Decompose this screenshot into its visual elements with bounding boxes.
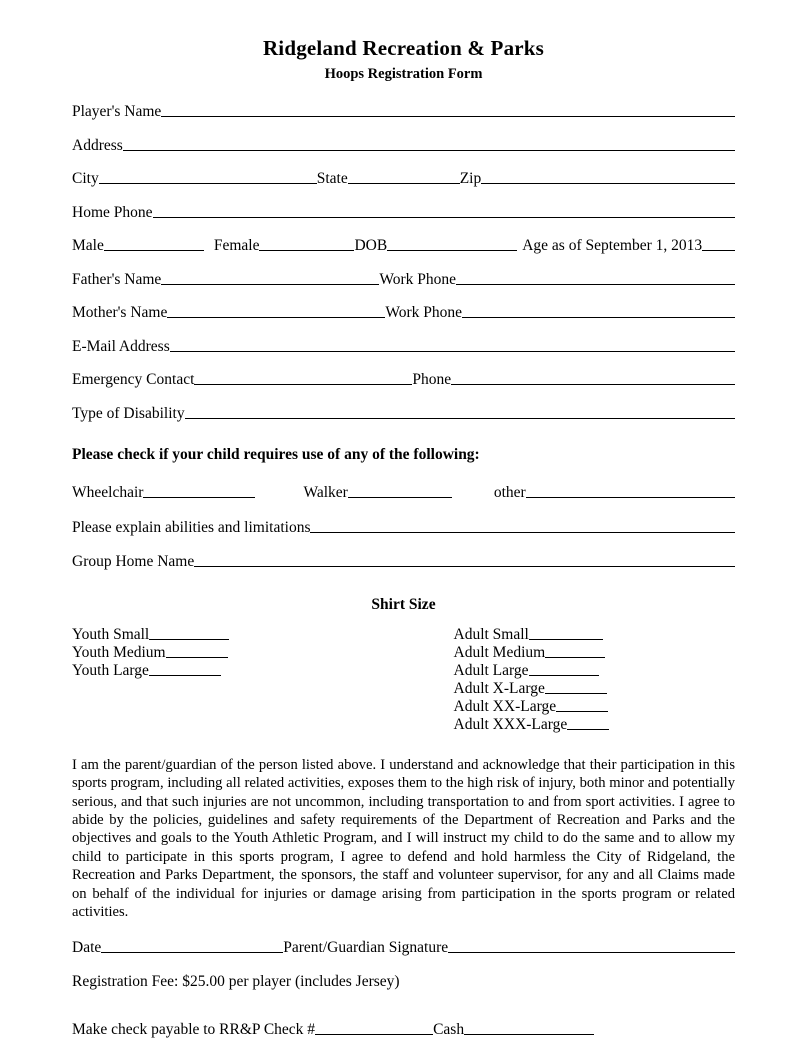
shirt-option-adult-xxx-large — [454, 716, 736, 733]
label-type-of-disability: Type of Disability — [72, 404, 185, 422]
field-row-email — [72, 338, 735, 355]
label-explain-abilities: Please explain abilities and limitations — [72, 519, 311, 537]
input-dob[interactable] — [387, 250, 517, 251]
shirt-option-youth-large — [72, 662, 354, 679]
input-state[interactable] — [348, 183, 460, 184]
label-city: City — [72, 170, 99, 188]
shirt-youth-column — [72, 626, 354, 734]
input-explain-abilities[interactable] — [310, 532, 735, 533]
input-home-phone[interactable] — [153, 217, 735, 218]
input-adult-large[interactable] — [529, 675, 599, 676]
input-male[interactable] — [104, 250, 204, 251]
input-emergency-contact[interactable] — [194, 384, 412, 385]
field-row-explain — [72, 519, 735, 536]
field-row-address — [72, 137, 735, 154]
input-mothers-name[interactable] — [167, 317, 385, 318]
label-work-phone-mother: Work Phone — [385, 304, 463, 322]
input-player-name[interactable] — [161, 116, 735, 117]
input-check-number[interactable] — [315, 1034, 433, 1035]
input-youth-large[interactable] — [149, 675, 221, 676]
input-other[interactable] — [526, 497, 735, 498]
label-male: Male — [72, 237, 104, 255]
input-youth-medium[interactable] — [166, 657, 228, 658]
label-emergency-phone: Phone — [412, 371, 452, 389]
field-row-emergency-contact — [72, 371, 735, 388]
label-home-phone: Home Phone — [72, 203, 153, 221]
input-email[interactable] — [170, 351, 735, 352]
label-adult-medium: Adult Medium — [453, 643, 546, 661]
input-parent-signature[interactable] — [448, 952, 735, 953]
label-youth-medium: Youth Medium — [72, 643, 166, 661]
input-cash[interactable] — [464, 1034, 594, 1035]
label-email: E-Mail Address — [72, 337, 170, 355]
field-row-mothers-name — [72, 304, 735, 321]
label-youth-small: Youth Small — [72, 625, 150, 643]
registration-fee-text: Registration Fee: $25.00 per player (includes Jersey) — [72, 973, 400, 991]
input-adult-x-large[interactable] — [545, 693, 607, 694]
input-adult-xxx-large[interactable] — [567, 729, 609, 730]
input-adult-medium[interactable] — [545, 657, 605, 658]
label-date: Date — [72, 939, 102, 957]
label-dob: DOB — [354, 237, 388, 255]
label-address: Address — [72, 136, 123, 154]
label-fathers-name: Father's Name — [72, 270, 162, 288]
input-walker[interactable] — [348, 497, 452, 498]
label-mothers-name: Mother's Name — [72, 304, 168, 322]
shirt-adult-column — [354, 626, 736, 734]
shirt-size-heading: Shirt Size — [371, 595, 436, 613]
label-wheelchair: Wheelchair — [72, 483, 144, 501]
shirt-option-adult-x-large — [454, 680, 736, 697]
input-type-of-disability[interactable] — [185, 418, 735, 419]
label-adult-small: Adult Small — [453, 625, 529, 643]
waiver-text: I am the parent/guardian of the person listed above. I understand and acknowledge that their participation in this sports program, including all related activities, exposes them to the high risk of injury, both minor and potentially serious, and that such injuries are not uncommon, including transportation to and from sport activities. I agree to abide by the policies, guidelines and safety requirements of the Department of Recreation and Parks and the objectives and goals to the Youth Athletic Program, and I will instruct my child to do the same and to allow my child to participate in this sports program, I agree to defend and hold harmless the City of Ridgeland, the Recreation and Parks Department, the sponsors, the staff and volunteer supervisor, for any and all Claims made on behalf of the individual for injuries or damage arising from participation in the sports program or related activities. — [72, 756, 735, 920]
input-adult-small[interactable] — [529, 639, 603, 640]
input-emergency-phone[interactable] — [451, 384, 735, 385]
input-date[interactable] — [101, 952, 283, 953]
shirt-option-adult-medium — [454, 644, 736, 661]
field-row-gender-dob-age — [72, 237, 735, 254]
input-female[interactable] — [259, 250, 354, 251]
input-address[interactable] — [123, 150, 735, 151]
input-age[interactable] — [702, 250, 735, 251]
shirt-option-adult-large — [454, 662, 736, 679]
label-zip: Zip — [459, 170, 482, 188]
page-title: Ridgeland Recreation & Parks — [262, 36, 545, 60]
page-subtitle: Hoops Registration Form — [324, 66, 483, 82]
shirt-size-options — [72, 626, 735, 734]
label-female: Female — [213, 237, 260, 255]
label-group-home-name: Group Home Name — [72, 552, 195, 570]
field-row-home-phone — [72, 204, 735, 221]
input-youth-small[interactable] — [149, 639, 229, 640]
field-row-player-name — [72, 103, 735, 120]
label-age-as-of: Age as of September 1, 2013 — [522, 237, 703, 255]
input-work-phone-mother[interactable] — [462, 317, 735, 318]
label-parent-signature: Parent/Guardian Signature — [283, 939, 449, 957]
input-zip[interactable] — [481, 183, 735, 184]
shirt-option-adult-small — [454, 626, 736, 643]
label-state: State — [316, 170, 348, 188]
label-work-phone-father: Work Phone — [379, 270, 456, 288]
accessibility-heading: Please check if your child requires use of any of the following: — [72, 445, 480, 463]
shirt-option-adult-xx-large — [454, 698, 736, 715]
shirt-option-youth-medium — [72, 644, 354, 661]
field-row-disability — [72, 405, 735, 422]
input-fathers-name[interactable] — [161, 284, 379, 285]
label-adult-x-large: Adult X-Large — [453, 679, 545, 697]
label-adult-large: Adult Large — [453, 661, 529, 679]
input-work-phone-father[interactable] — [456, 284, 735, 285]
accessibility-options-row — [72, 484, 735, 501]
field-row-fathers-name — [72, 271, 735, 288]
field-row-date-signature — [72, 939, 735, 956]
input-adult-xx-large[interactable] — [556, 711, 608, 712]
label-make-check-payable: Make check payable to RR&P Check # — [72, 1021, 316, 1038]
input-city[interactable] — [99, 183, 317, 184]
shirt-option-youth-small — [72, 626, 354, 643]
label-emergency-contact: Emergency Contact — [72, 371, 195, 389]
field-row-group-home — [72, 553, 735, 570]
label-cash: Cash — [433, 1021, 465, 1038]
label-adult-xxx-large: Adult XXX-Large — [453, 715, 568, 733]
label-adult-xx-large: Adult XX-Large — [453, 697, 557, 715]
label-player-name: Player's Name — [72, 103, 162, 120]
field-row-city-state-zip — [72, 170, 735, 187]
label-youth-large: Youth Large — [72, 661, 149, 679]
label-other: other — [493, 483, 526, 501]
form-fields — [72, 103, 735, 1038]
input-group-home-name[interactable] — [194, 566, 735, 567]
label-walker: Walker — [303, 483, 348, 501]
input-wheelchair[interactable] — [143, 497, 255, 498]
